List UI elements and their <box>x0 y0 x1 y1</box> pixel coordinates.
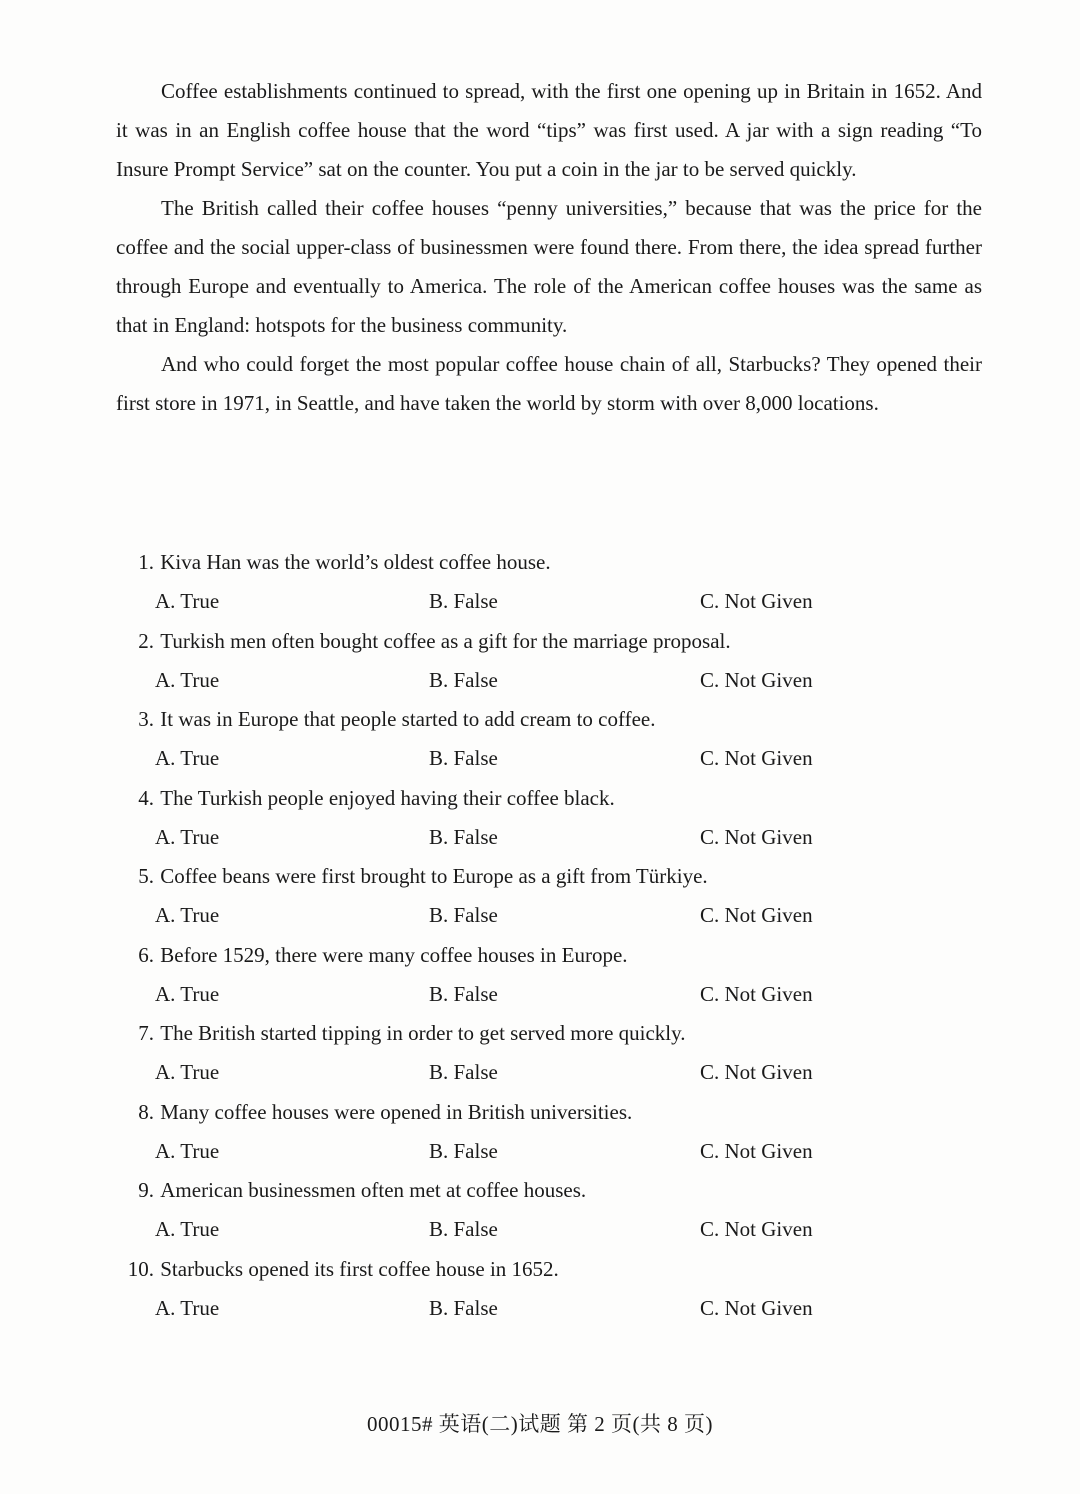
option-b: B. False <box>429 1217 498 1241</box>
option-b: B. False <box>429 1295 498 1320</box>
option-a: A. True <box>155 589 220 613</box>
option-a: A. True <box>155 1060 220 1084</box>
option-a: A. True <box>155 981 220 1006</box>
question-number: 2. <box>138 628 154 653</box>
question-stem <box>116 622 731 661</box>
option-c: C. Not Given <box>700 1217 813 1241</box>
question-text: Many coffee houses were opened in British universities. <box>160 1099 633 1124</box>
question-stem <box>116 1014 686 1053</box>
question-10 <box>116 1250 982 1329</box>
question-stem <box>116 857 708 896</box>
option-b: B. False <box>429 667 498 692</box>
option-a: A. True <box>155 746 220 770</box>
question-number: 7. <box>138 1021 154 1045</box>
question-number: 9. <box>138 1178 154 1202</box>
option-c: C. Not Given <box>700 589 813 613</box>
option-a: A. True <box>155 1138 220 1163</box>
question-8 <box>116 1093 982 1172</box>
question-4 <box>116 779 982 858</box>
question-text: American businessmen often met at coffee houses. <box>160 1178 587 1202</box>
question-number: 6. <box>138 942 154 967</box>
option-c: C. Not Given <box>700 824 813 849</box>
question-6 <box>116 936 982 1015</box>
option-c: C. Not Given <box>700 1060 813 1084</box>
option-c: C. Not Given <box>700 981 813 1006</box>
page-footer: 00015# 英语(二)试题 第 2 页(共 8 页) <box>367 1412 713 1436</box>
option-a: A. True <box>155 824 220 849</box>
question-9 <box>116 1171 982 1250</box>
option-b: B. False <box>429 1138 498 1163</box>
option-b: B. False <box>429 981 498 1006</box>
option-c: C. Not Given <box>700 746 813 770</box>
question-2 <box>116 622 982 701</box>
option-c: C. Not Given <box>700 667 813 692</box>
option-a: A. True <box>155 1217 220 1241</box>
question-number: 5. <box>138 864 154 888</box>
question-number: 10. <box>127 1256 154 1281</box>
question-text: Coffee beans were first brought to Europe as a gift from Türkiye. <box>160 864 708 888</box>
option-c: C. Not Given <box>700 1138 813 1163</box>
option-b: B. False <box>429 824 498 849</box>
question-3 <box>116 700 982 779</box>
question-1 <box>116 543 982 622</box>
option-a: A. True <box>155 1295 220 1320</box>
question-text: Before 1529, there were many coffee houses in Europe. <box>160 942 628 967</box>
question-text: Kiva Han was the world’s oldest coffee house. <box>160 550 551 574</box>
option-c: C. Not Given <box>700 1295 813 1320</box>
option-b: B. False <box>429 1060 498 1084</box>
question-text: Turkish men often bought coffee as a gift for the marriage proposal. <box>160 628 731 653</box>
question-stem <box>116 700 656 739</box>
question-text: Starbucks opened its first coffee house in 1652. <box>160 1256 559 1281</box>
question-list <box>116 543 982 1328</box>
question-text: It was in Europe that people started to add cream to coffee. <box>160 707 656 731</box>
question-stem <box>116 779 615 818</box>
question-stem <box>116 1250 559 1289</box>
passage-paragraph-3: And who could forget the most popular coffee house chain of all, Starbucks? They opened their first store in 1971, in Seattle, and have taken the world by storm with over 8,000 locations. <box>116 352 982 415</box>
reading-passage <box>116 72 982 423</box>
option-a: A. True <box>155 667 220 692</box>
question-stem <box>116 1171 586 1210</box>
question-number: 3. <box>138 707 154 731</box>
option-b: B. False <box>429 589 498 613</box>
question-text: The Turkish people enjoyed having their coffee black. <box>160 785 615 810</box>
option-a: A. True <box>155 903 220 927</box>
passage-paragraph-1: Coffee establishments continued to spread, with the first one opening up in Britain in 1652. And it was in an English coffee house that the word “tips” was first used. A jar with a sign reading “To Insure Prompt Service” sat on the counter. You put a coin in the jar to be served quickly. <box>116 79 982 181</box>
passage-paragraph-2: The British called their coffee houses “penny universities,” because that was the price for the coffee and the social upper-class of businessmen were found there. From there, the idea spread further through Europe and eventually to America. The role of the American coffee houses was the same as that in England: hotspots for the business community. <box>116 196 982 337</box>
question-number: 8. <box>138 1099 154 1124</box>
option-b: B. False <box>429 746 498 770</box>
option-c: C. Not Given <box>700 903 813 927</box>
question-5 <box>116 857 982 936</box>
question-number: 1. <box>138 550 154 574</box>
question-7 <box>116 1014 982 1093</box>
question-text: The British started tipping in order to get served more quickly. <box>160 1021 686 1045</box>
question-stem <box>116 543 551 582</box>
question-stem <box>116 1093 632 1132</box>
question-stem <box>116 936 628 975</box>
question-number: 4. <box>138 785 154 810</box>
option-b: B. False <box>429 903 498 927</box>
